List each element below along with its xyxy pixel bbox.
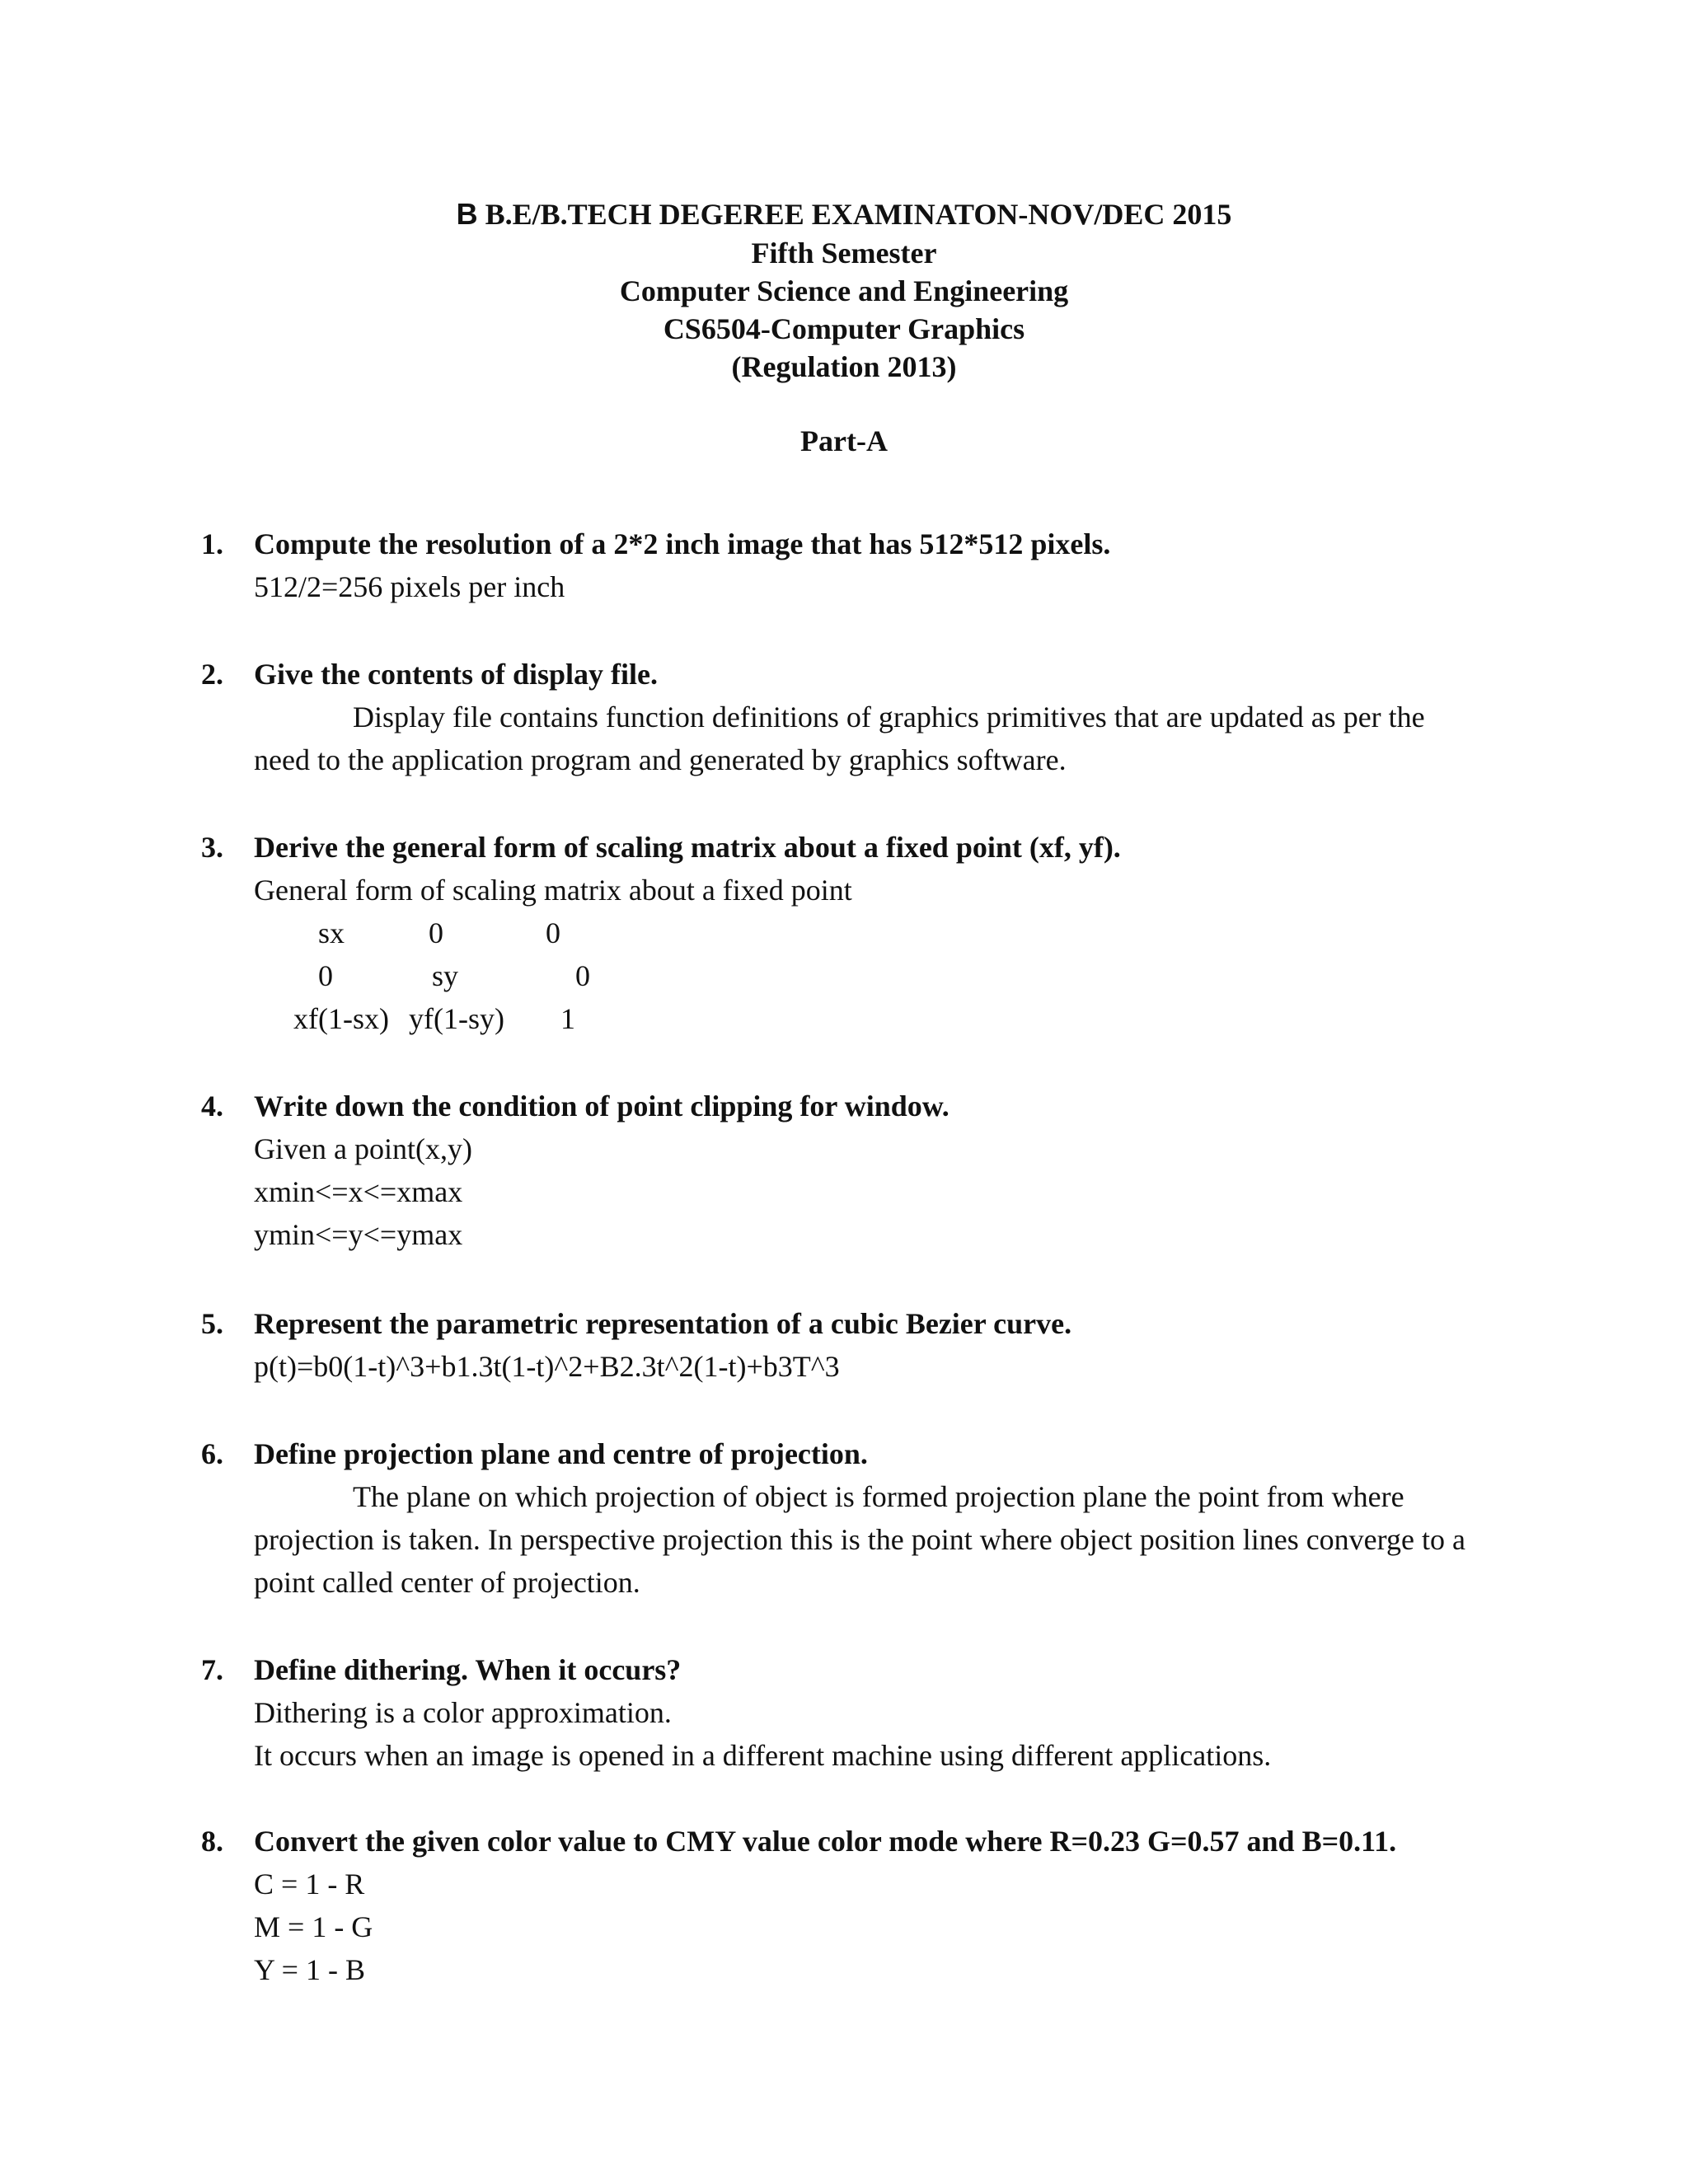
- course-title: CS6504-Computer Graphics: [663, 312, 1025, 345]
- question-text: Define projection plane and centre of projection.: [254, 1437, 868, 1470]
- question-text: Write down the condition of point clipping for window.: [254, 1090, 950, 1122]
- question-text: Compute the resolution of a 2*2 inch image that has 512*512 pixels.: [254, 527, 1111, 560]
- answer-line: xmin<=x<=xmax: [254, 1175, 463, 1208]
- question-number: 5.: [201, 1307, 223, 1340]
- matrix-cell: 0: [318, 959, 333, 992]
- exam-title-line: [0, 194, 1688, 234]
- question-text: Give the contents of display file.: [254, 658, 658, 691]
- question-heading: [201, 523, 1602, 565]
- question-heading: [201, 1648, 1602, 1691]
- matrix-cell: 0: [546, 916, 560, 949]
- scaling-matrix: [201, 912, 1602, 1040]
- exam-title-prefix: B: [456, 197, 478, 231]
- question-heading: [201, 1820, 1602, 1863]
- question-text: Represent the parametric representation of a cubic Bezier curve.: [254, 1307, 1072, 1340]
- matrix-cell: 1: [560, 1002, 575, 1035]
- regulation: (Regulation 2013): [731, 350, 957, 383]
- question-heading: [201, 1085, 1602, 1127]
- question-heading: [201, 826, 1602, 869]
- question-item: [201, 1085, 1602, 1256]
- question-text: Derive the general form of scaling matrix about a fixed point (xf, yf).: [254, 831, 1121, 864]
- question-heading: [201, 1432, 1602, 1475]
- semester: Fifth Semester: [751, 237, 937, 269]
- question-number: 8.: [201, 1825, 223, 1858]
- exam-title: B.E/B.TECH DEGEREE EXAMINATON-NOV/DEC 2015: [485, 198, 1232, 231]
- question-number: 1.: [201, 527, 223, 560]
- matrix-cell: xf(1-sx): [293, 1002, 389, 1035]
- matrix-cell: yf(1-sy): [409, 1002, 504, 1035]
- question-number: 7.: [201, 1653, 223, 1686]
- question-item: [201, 1302, 1602, 1388]
- answer-line: General form of scaling matrix about a fixed point: [254, 874, 852, 907]
- question-number: 3.: [201, 831, 223, 864]
- question-item: [201, 1432, 1602, 1604]
- answer-line: Dithering is a color approximation.: [254, 1696, 672, 1729]
- question-number: 2.: [201, 658, 223, 691]
- matrix-cell: 0: [575, 959, 590, 992]
- question-item: [201, 826, 1602, 1040]
- answer-line: Display file contains function definitions of graphics primitives that are updated as per the: [353, 701, 1425, 733]
- answer-line: It occurs when an image is opened in a different machine using different applications.: [254, 1739, 1272, 1772]
- question-number: 4.: [201, 1090, 223, 1122]
- question-text: Convert the given color value to CMY value color mode where R=0.23 G=0.57 and B=0.11.: [254, 1825, 1397, 1858]
- answer-line: projection is taken. In perspective projection this is the point where object position lines converge to a: [254, 1523, 1465, 1556]
- answer-line: point called center of projection.: [254, 1566, 640, 1599]
- question-text: Define dithering. When it occurs?: [254, 1653, 682, 1686]
- answer-line: Y = 1 - B: [254, 1953, 365, 1986]
- question-heading: [201, 653, 1602, 696]
- question-item: [201, 1820, 1602, 1991]
- matrix-cell: 0: [429, 916, 443, 949]
- question-item: [201, 1648, 1602, 1777]
- answer-line: C = 1 - R: [254, 1868, 365, 1900]
- department: Computer Science and Engineering: [619, 274, 1069, 307]
- matrix-cell: sy: [432, 959, 459, 992]
- answer-line: M = 1 - G: [254, 1910, 373, 1943]
- answer-line: Given a point(x,y): [254, 1132, 472, 1165]
- part-title: Part-A: [800, 424, 888, 457]
- exam-header: [0, 194, 1688, 386]
- answer-line: The plane on which projection of object is formed projection plane the point from where: [353, 1480, 1404, 1513]
- answer-line: p(t)=b0(1-t)^3+b1.3t(1-t)^2+B2.3t^2(1-t)+b3T^3: [254, 1350, 840, 1383]
- question-heading: [201, 1302, 1602, 1345]
- question-item: [201, 523, 1602, 608]
- matrix-cell: sx: [318, 916, 345, 949]
- question-number: 6.: [201, 1437, 223, 1470]
- answer-line: need to the application program and generated by graphics software.: [254, 743, 1067, 776]
- answer-line: ymin<=y<=ymax: [254, 1218, 463, 1251]
- question-item: [201, 653, 1602, 781]
- answer-line: 512/2=256 pixels per inch: [254, 570, 565, 603]
